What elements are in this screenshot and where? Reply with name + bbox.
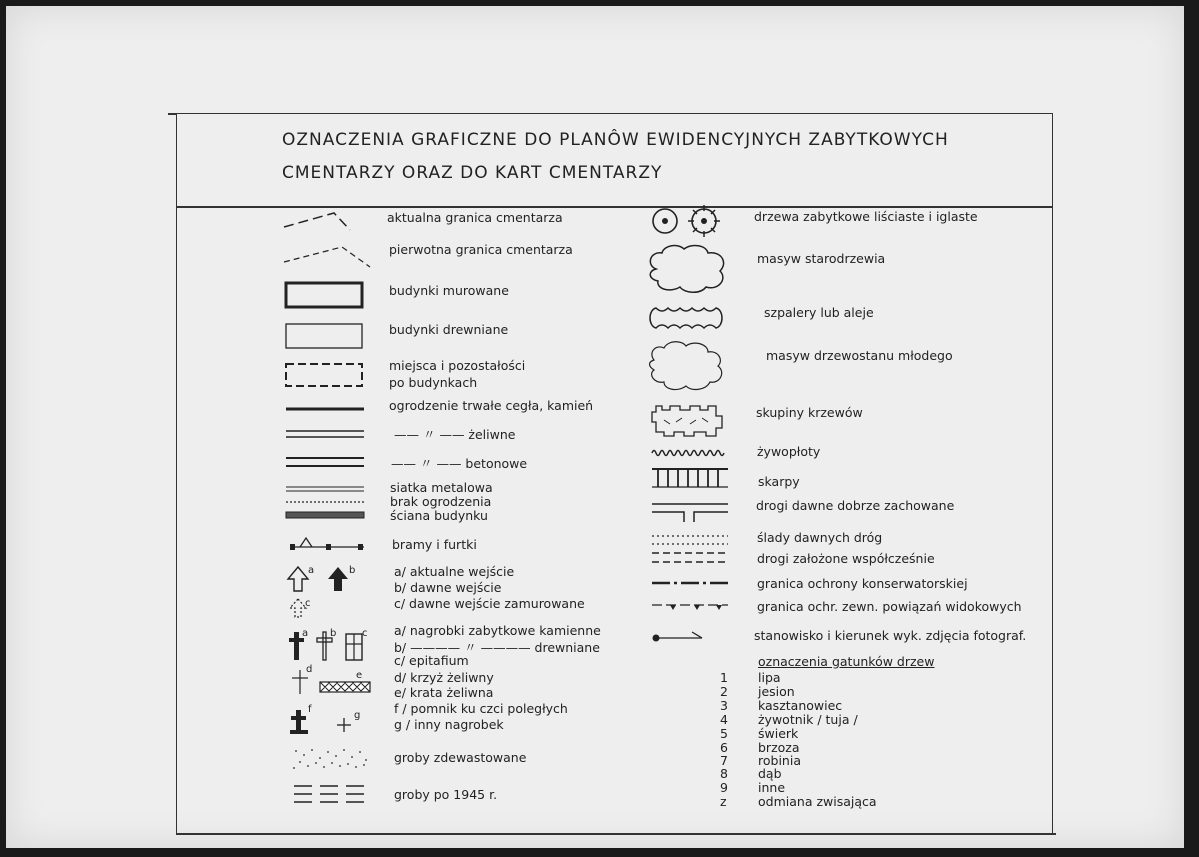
species-name: inne [758, 780, 786, 795]
label-historic-trees: drzewa zabytkowe liściaste i iglaste [754, 209, 978, 224]
iron-cross-and-grate-symbols [290, 668, 380, 700]
label-shrub-groups: skupiny krzewów [756, 405, 863, 420]
view-protection-boundary-symbol [652, 600, 732, 614]
label-iron-cross-d: d/ krzyż żeliwny [394, 670, 494, 685]
label-wall: ściana budynku [390, 508, 488, 523]
title-line-2: CMENTARZY ORAZ DO KART CMENTARZY [282, 163, 663, 183]
label-entrance-c: c/ dawne wejście zamurowane [394, 596, 585, 611]
label-young-stand: masyw drzewostanu młodego [766, 348, 953, 363]
conservation-boundary-symbol [652, 578, 732, 588]
devastated-graves-symbol [292, 746, 372, 772]
marker-c-gravestone: c [362, 628, 368, 639]
masonry-fence-symbol [286, 404, 366, 414]
label-wooden-buildings: budynki drewniane [389, 322, 509, 337]
species-name: odmiana zwisająca [758, 794, 877, 809]
label-gravestones-b: b/ ———— 〃 ———— drewniane [394, 640, 600, 655]
species-name: lipa [758, 670, 781, 685]
masonry-building-symbol [284, 281, 366, 311]
label-old-roads: drogi dawne dobrze zachowane [756, 498, 955, 513]
gates-symbol [288, 533, 368, 555]
species-number: 6 [720, 740, 728, 755]
building-remains-symbol [284, 361, 366, 391]
label-remains-2: po budynkach [389, 375, 478, 390]
old-roads-symbol [652, 500, 732, 526]
label-entrance-a: a/ aktualne wejście [394, 564, 515, 579]
photo-position-symbol [652, 628, 732, 644]
marker-b-gravestone: b [330, 628, 337, 639]
label-no-fence: brak ogrodzenia [390, 494, 492, 509]
label-concrete-fence: —— 〃 —— betonowe [391, 456, 528, 471]
species-number: 7 [720, 753, 728, 768]
label-other-g: g / inny nagrobek [394, 717, 504, 732]
frame-bottom-rule [176, 833, 1056, 835]
species-name: robinia [758, 753, 801, 768]
species-number: 9 [720, 780, 728, 795]
label-masonry-buildings: budynki murowane [389, 283, 509, 298]
concrete-fence-symbol [286, 455, 366, 471]
label-photo-position: stanowisko i kierunek wyk. zdjęcia fotograf. [754, 628, 1027, 643]
species-name: brzoza [758, 740, 800, 755]
label-gravestones-a: a/ nagrobki zabytkowe kamienne [394, 623, 601, 638]
species-name: jesion [758, 684, 795, 699]
slopes-symbol [652, 466, 732, 490]
current-boundary-symbol [282, 205, 372, 235]
marker-a-entrance: a [308, 565, 315, 576]
species-number: 2 [720, 684, 728, 699]
label-slopes: skarpy [758, 474, 800, 489]
marker-e: e [356, 670, 363, 681]
label-road-traces: ślady dawnych dróg [757, 530, 883, 545]
label-hedges: żywopłoty [757, 444, 821, 459]
species-number: 4 [720, 712, 728, 727]
species-number: 8 [720, 766, 728, 781]
mesh-nofence-wall-symbols [286, 483, 366, 523]
label-post-1945-graves: groby po 1945 r. [394, 787, 498, 802]
label-modern-roads: drogi założone współcześnie [757, 551, 935, 566]
species-number: 5 [720, 726, 728, 741]
species-number: 3 [720, 698, 728, 713]
label-epitaph-c: c/ epitafium [394, 653, 469, 668]
wooden-building-symbol [284, 322, 366, 352]
label-old-stand: masyw starodrzewia [757, 251, 886, 266]
label-masonry-fence: ogrodzenie trwałe cegła, kamień [389, 398, 594, 413]
memorial-and-other-symbols [290, 708, 360, 738]
iron-fence-symbol [286, 428, 366, 442]
marker-c-entrance: c [305, 598, 311, 609]
label-iron-fence: —— 〃 —— żeliwne [394, 427, 516, 442]
frame-corner-mark [168, 113, 176, 115]
alleys-symbol [650, 304, 730, 334]
entrance-symbols [286, 565, 376, 625]
species-name: żywotnik / tuja / [758, 712, 858, 727]
hedges-symbol [652, 447, 732, 459]
title-line-1: OZNACZENIA GRAFICZNE DO PLANÔW EWIDENCYJNYCH ZABYTKOWYCH [282, 130, 949, 150]
shrub-groups-symbol [650, 402, 730, 440]
marker-a-gravestone: a [302, 628, 309, 639]
label-mesh: siatka metalowa [390, 480, 493, 495]
label-iron-grate-e: e/ krata żeliwna [394, 685, 494, 700]
label-conservation-boundary: granica ochrony konserwatorskiej [757, 576, 968, 591]
label-memorial-f: f / pomnik ku czci poległych [394, 701, 568, 716]
label-gates: bramy i furtki [392, 537, 477, 552]
label-entrance-b: b/ dawne wejście [394, 580, 502, 595]
marker-f: f [308, 704, 312, 715]
old-stand-symbol [646, 243, 732, 295]
species-name: dąb [758, 766, 782, 781]
label-devastated-graves: groby zdewastowane [394, 750, 527, 765]
original-boundary-symbol [282, 242, 372, 272]
modern-roads-symbol [652, 550, 732, 566]
label-alleys: szpalery lub aleje [764, 305, 874, 320]
road-traces-symbol [652, 533, 732, 547]
marker-d: d [306, 664, 313, 675]
label-current-boundary: aktualna granica cmentarza [387, 210, 563, 225]
species-name: kasztanowiec [758, 698, 843, 713]
species-number: z [720, 794, 727, 809]
label-remains-1: miejsca i pozostałości [389, 358, 526, 373]
historic-trees-symbol [652, 203, 732, 243]
marker-g: g [354, 710, 361, 721]
young-stand-symbol [646, 340, 732, 396]
label-view-protection: granica ochr. zewn. powiązań widokowych [757, 599, 1022, 614]
post-1945-graves-symbol [292, 783, 372, 807]
species-heading: oznaczenia gatunków drzew [758, 654, 935, 669]
label-original-boundary: pierwotna granica cmentarza [389, 242, 573, 257]
species-number: 1 [720, 670, 728, 685]
marker-b-entrance: b [349, 565, 356, 576]
species-name: świerk [758, 726, 799, 741]
